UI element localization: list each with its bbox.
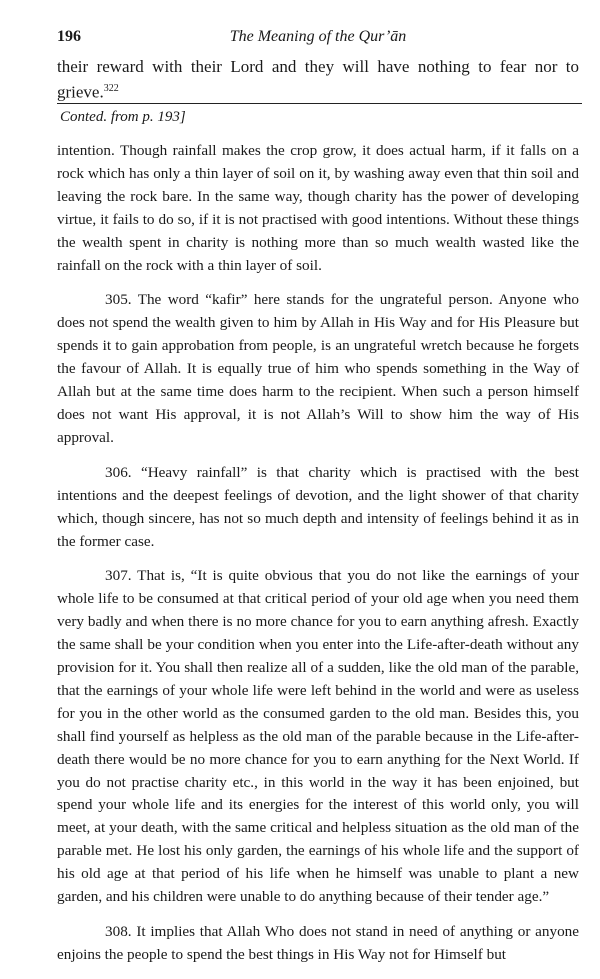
continuation-label: Conted. from p. 193] — [60, 109, 186, 125]
footnote-divider — [57, 103, 582, 104]
footnote-reference: 322 — [103, 83, 119, 94]
note-308: 308. It implies that Allah Who does not stand in need of anything or anyone enjoins the people to spend the best things in His Way not for Himself but — [57, 923, 579, 963]
commentary-body — [57, 140, 579, 979]
running-title: The Meaning of the Qur’ān — [229, 28, 407, 45]
note-305: 305. The word “kafir” here stands for the ungrateful person. Anyone who does not spend the wealth given to him by Allah in His Way and for His Pleasure but spends it to gain approbation from people, is an ungrateful wretch because he forgets the favour of Allah. It is equally true of him who spends something in the Way of Allah but at the same time does harm to the recipient. When such a person himself does not want His approval, it is not Allah’s Will to show him the way of His approval. — [57, 291, 579, 446]
verse-body: their reward with their Lord and they will have nothing to fear nor to grieve. — [57, 57, 579, 102]
note-306: 306. “Heavy rainfall” is that charity which is practised with the best intentions and the deepest feelings of devotion, and the light shower of that charity which, though sincere, has not so much depth and intensity of feelings behind it as in the former case. — [57, 463, 579, 550]
page-number: 196 — [57, 28, 81, 45]
note-307: 307. That is, “It is quite obvious that you do not like the earnings of your whole life to be consumed at that critical period of your old age when you need them very badly and when there is no more chance for you to earn anything afresh. Exactly the same shall be your condition when you enter into the Life-after-death without any provision for it. You shall then realize all of a sudden, like the old man of the parable, that the earnings of your whole life were left behind in the world and were as useless for you in the other world as the consumed garden to the old man. Besides this, you shall find yourself as helpless as the old man of the parable because in the Life-after-death there would be no more chance for you to earn anything for the Next World. If you do not practise charity etc., in this world in the way it has been enjoined, but spend your whole life and its energies for the interest of this world only, you will meet, at your death, with the same critical and helpless situation as the old man of the parable met. He lost his only garden, the earnings of his whole life and the support of his old age at that period of his life when he himself was unable to plant a new garden, and his children were unable to do anything because of their tender age.” — [57, 567, 579, 906]
commentary-paragraph: intention. Though rainfall makes the crop grow, it does actual harm, if it falls on a rock which has only a thin layer of soil on it, by washing away even that thin soil and leaving the rock bare. In the same way, though charity has the power of developing virtue, it fails to do so, if it is not practised with good intentions. Without these things the wealth spent in charity is nothing more than so much wealth wasted like the rainfall on the rock with a thin layer of soil. — [57, 142, 579, 274]
verse-text — [57, 56, 579, 104]
